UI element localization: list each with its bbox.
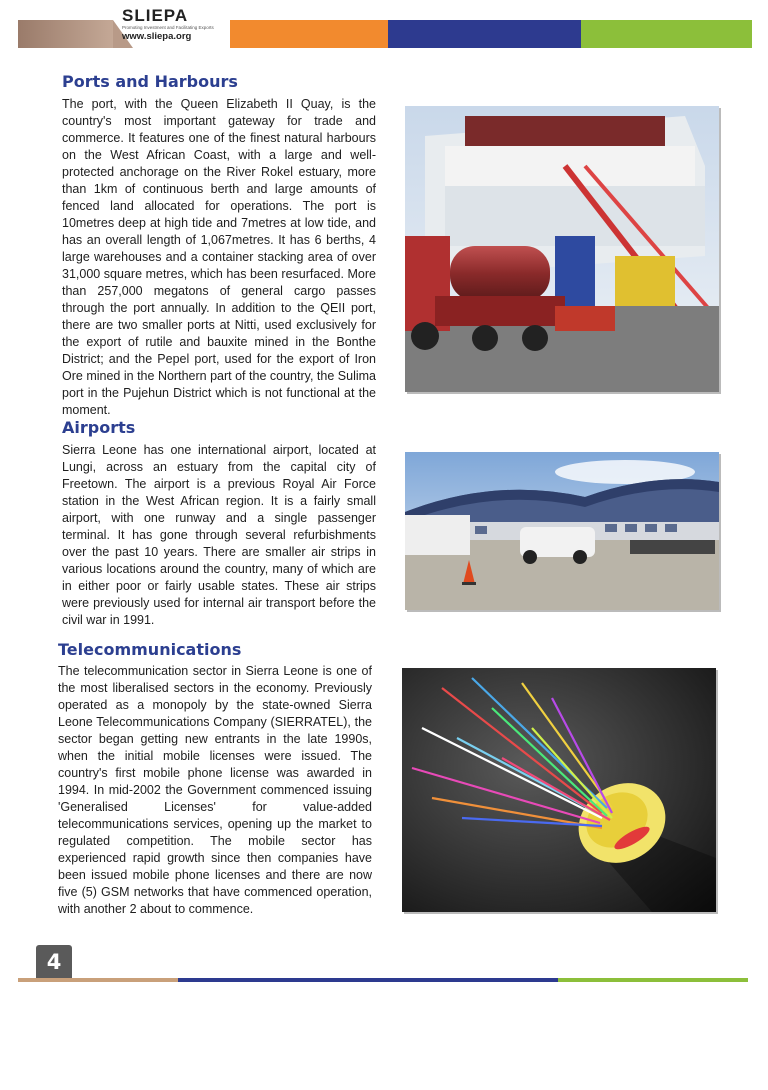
header-band-blue	[388, 20, 581, 48]
page-number: 4	[36, 945, 72, 978]
section-title-ports: Ports and Harbours	[62, 72, 238, 91]
website-url[interactable]: www.sliepa.org	[122, 31, 192, 42]
section-text-ports: The port, with the Queen Elizabeth II Quay, is the country's most important gateway for trade and commerce. It features one of the finest natural harbours on the West African Coast, with a large and well-protected anchorage on the River Rokel estuary, more than 1km of continuous berth and large amounts of fenced land allocated for operations. The port is 10metres deep at high tide and 7metres at low tide, and has an overall length of 1,067metres. It has 6 berths, 4 large warehouses and a container stacking area of over 31,000 square metres, which has been resurfaced. More than 257,000 megatons of general cargo passes through the port annually. In addition to the QEII port, there are two smaller ports at Nitti, used exclusively for the export of rutile and bauxite mined in the Bonthe District; and the Pepel port, used for the export of Iron Ore mined in the Northern part of the country, the Sulima port in the Pujehun District which is not functional at the moment.	[62, 97, 376, 417]
section-title-airports: Airports	[62, 418, 136, 437]
section-text-telecommunications: The telecommunication sector in Sierra Leone is one of the most liberalised sectors in the economy. Previously operated as a monopoly by the state-owned Sierra Leone Telecommunications Company (SIERRATEL), the sector began getting new entrants in the late 1990s, when the initial mobile licenses were issued. The country's first mobile phone license was awarded in 1994. In mid-2002 the Government commenced issuing 'Generalised Licenses' for value-added telecommunications services, opening up the market to regulated competition. The mobile sector has experienced rapid growth since then companies have been issued mobile phone licenses and there are now five (5) GSM networks that have commenced operation, with another 2 about to commence.	[58, 664, 372, 916]
header-band-orange	[230, 20, 388, 48]
footer-line-tan	[18, 978, 178, 982]
port-ship-truck-photo	[405, 106, 719, 392]
logo-name: SLIEPA	[122, 6, 189, 25]
section-text-airports: Sierra Leone has one international airport, located at Lungi, across an estuary from the capital city of Freetown. The airport is a previous Royal Air Force station in the West African region. It is a fairly small airport, with one runway and a single passenger terminal. It has gone through several refurbishments over the past 10 years. There are smaller air strips in various locations around the country, many of which are in either poor or fairly usable states. These air strips were previously used for internal air transport before the civil war in 1991.	[62, 443, 376, 627]
header-band-brown	[18, 20, 113, 48]
airport-hangar-photo	[405, 452, 719, 610]
sliepa-logo	[122, 8, 214, 42]
section-title-telecommunications: Telecommunications	[58, 640, 242, 659]
logo-tagline: Promoting Investment and Facilitating Exports	[122, 25, 214, 30]
footer-line-green	[558, 978, 748, 982]
header-band-green	[581, 20, 752, 48]
fiber-optic-cable-photo	[402, 668, 716, 912]
